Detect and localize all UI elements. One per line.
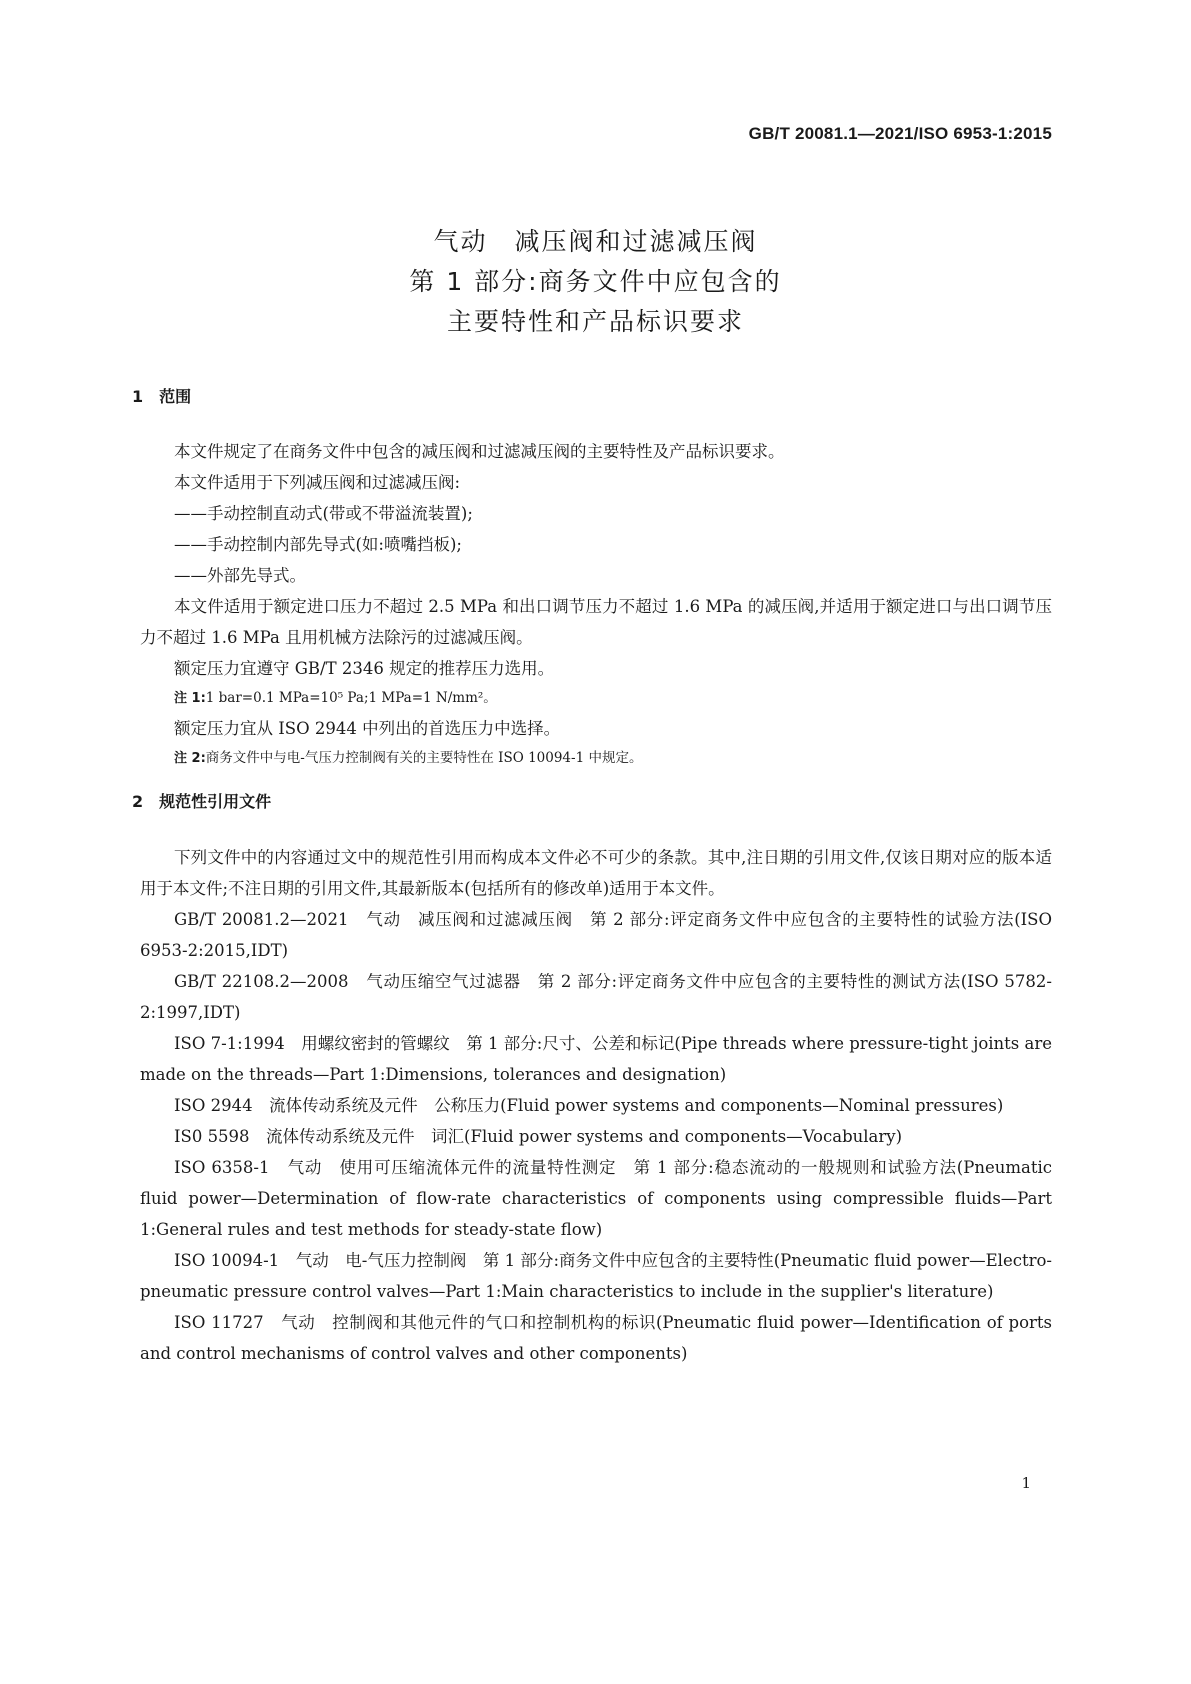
note-1 bbox=[140, 684, 1052, 713]
references-intro: 下列文件中的内容通过文中的规范性引用而构成本文件必不可少的条款。其中,注日期的引用文件,仅该日期对应的版本适用于本文件;不注日期的引用文件,其最新版本(包括所有的修改单)适用于本文件。 bbox=[140, 848, 1052, 898]
reference-item: GB/T 20081.2—2021 气动 减压阀和过滤减压阀 第 2 部分:评定商务文件中应包含的主要特性的试验方法(ISO 6953-2:2015,IDT) bbox=[140, 910, 1052, 960]
document-title bbox=[0, 222, 1191, 342]
reference-item: ISO 7-1:1994 用螺纹密封的管螺纹 第 1 部分:尺寸、公差和标记(Pipe threads where pressure-tight joints are made on the threads—Part 1:Dimensions, tolerances and designation) bbox=[140, 1034, 1052, 1084]
standard-number: GB/T 20081.1—2021/ISO 6953-1:2015 bbox=[748, 124, 1052, 143]
reference-item: ISO 11727 气动 控制阀和其他元件的气口和控制机构的标识(Pneumatic fluid power—Identification of ports and control mechanisms of control valves and other components) bbox=[140, 1313, 1052, 1363]
note-1-text: 1 bar=0.1 MPa=10⁵ Pa;1 MPa=1 N/mm²。 bbox=[205, 690, 497, 706]
note-2-text: 商务文件中与电-气压力控制阀有关的主要特性在 ISO 10094-1 中规定。 bbox=[205, 750, 643, 766]
reference-item: ISO 10094-1 气动 电-气压力控制阀 第 1 部分:商务文件中应包含的主要特性(Pneumatic fluid power—Electro-pneumatic pressure control valves—Part 1:Main characteristics to include in the supplier's literature) bbox=[140, 1251, 1052, 1301]
reference-item: ISO 2944 流体传动系统及元件 公称压力(Fluid power systems and components—Nominal pressures) bbox=[174, 1096, 1004, 1115]
reference-item: ISO 6358-1 气动 使用可压缩流体元件的流量特性测定 第 1 部分:稳态流动的一般规则和试验方法(Pneumatic fluid power—Determination of flow-rate characteristics of components using compressible fluids—Part 1:General rules and test methods for steady-state flow) bbox=[140, 1158, 1052, 1239]
note-2 bbox=[140, 744, 1052, 773]
scope-list-item: ——外部先导式。 bbox=[174, 566, 306, 585]
section-1-body bbox=[140, 436, 1052, 773]
scope-paragraph-3: 本文件适用于额定进口压力不超过 2.5 MPa 和出口调节压力不超过 1.6 MPa 的减压阀,并适用于额定进口与出口调节压力不超过 1.6 MPa 且用机械方法除污的过滤减压阀。 bbox=[140, 597, 1052, 647]
scope-paragraph-1: 本文件规定了在商务文件中包含的减压阀和过滤减压阀的主要特性及产品标识要求。 bbox=[174, 442, 785, 461]
title-line-3: 主要特性和产品标识要求 bbox=[446, 307, 744, 336]
reference-item: GB/T 22108.2—2008 气动压缩空气过滤器 第 2 部分:评定商务文件中应包含的主要特性的测试方法(ISO 5782-2:1997,IDT) bbox=[140, 972, 1052, 1022]
scope-list-item: ——手动控制内部先导式(如:喷嘴挡板); bbox=[174, 535, 462, 554]
scope-paragraph-4: 额定压力宜遵守 GB/T 2346 规定的推荐压力选用。 bbox=[174, 659, 555, 678]
note-1-label: 注 1: bbox=[174, 691, 206, 706]
reference-item: IS0 5598 流体传动系统及元件 词汇(Fluid power systems and components—Vocabulary) bbox=[174, 1127, 903, 1146]
scope-paragraph-5: 额定压力宜从 ISO 2944 中列出的首选压力中选择。 bbox=[174, 719, 561, 738]
note-2-label: 注 2: bbox=[174, 751, 206, 766]
section-2-heading: 2 规范性引用文件 bbox=[132, 792, 272, 811]
title-line-1: 气动 减压阀和过滤减压阀 bbox=[433, 227, 758, 256]
section-1-heading: 1 范围 bbox=[132, 387, 192, 406]
scope-paragraph-2: 本文件适用于下列减压阀和过滤减压阀: bbox=[174, 473, 461, 492]
title-line-2: 第 1 部分:商务文件中应包含的 bbox=[409, 267, 782, 296]
scope-list-item: ——手动控制直动式(带或不带溢流装置); bbox=[174, 504, 473, 523]
section-2-body bbox=[140, 842, 1052, 1369]
page-number: 1 bbox=[1021, 1474, 1031, 1492]
